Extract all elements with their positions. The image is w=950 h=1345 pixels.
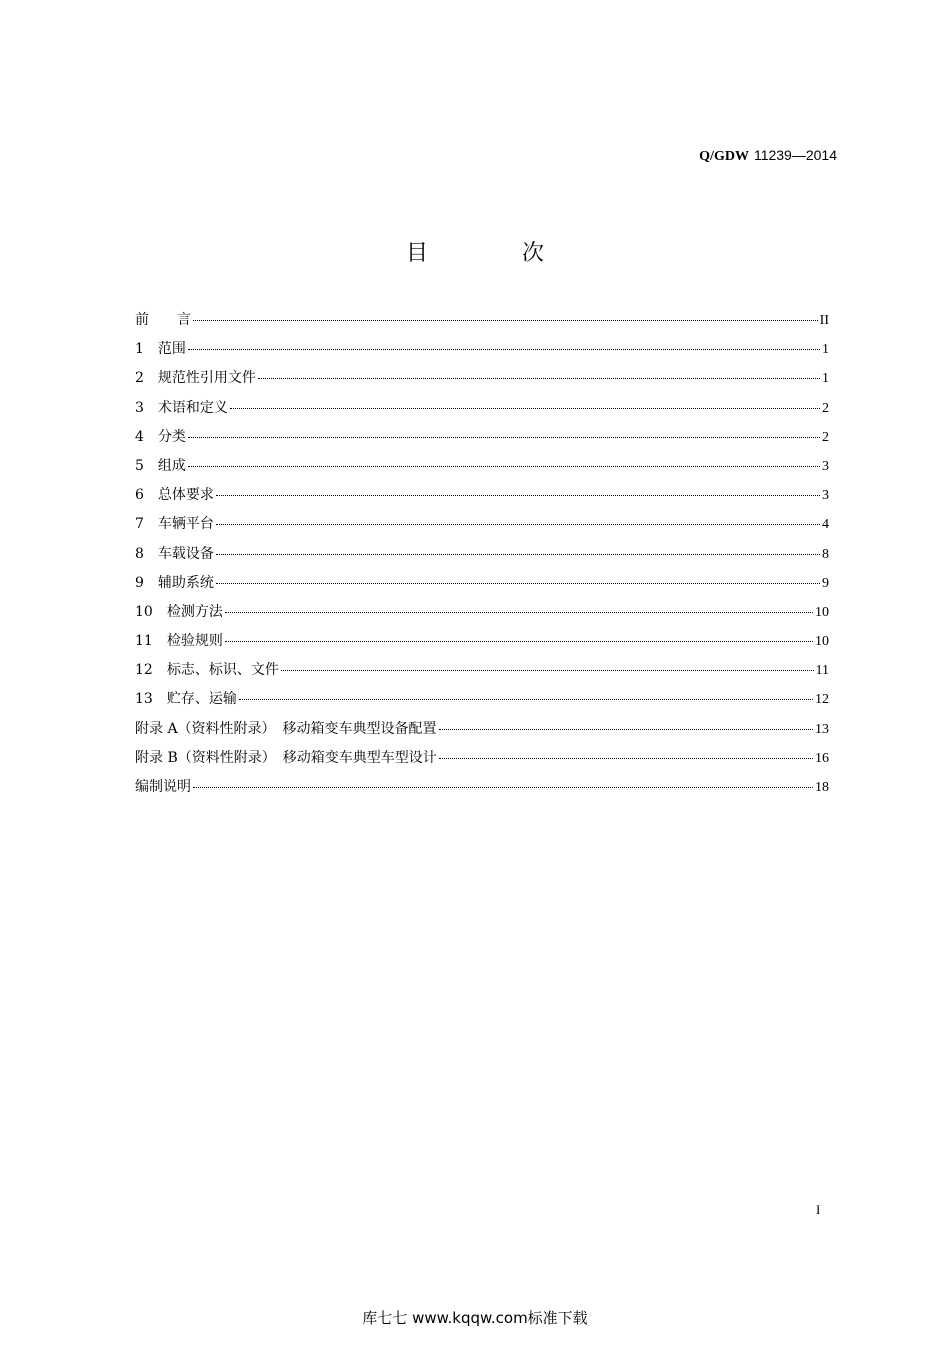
toc-entry-label: 6 总体要求	[135, 487, 214, 504]
toc-entry-page: 16	[815, 750, 829, 766]
toc-leader-dots	[258, 378, 820, 379]
title-char-2: 次	[522, 241, 545, 266]
toc-leader-dots	[281, 670, 814, 671]
toc-leader-dots	[225, 641, 813, 642]
toc-entry-page: 4	[822, 517, 829, 533]
toc-entry[interactable]	[135, 777, 829, 806]
toc-entry-label: 1 范围	[135, 341, 186, 358]
toc-entry-page: 11	[815, 663, 829, 679]
toc-entry[interactable]	[135, 514, 829, 543]
toc-leader-dots	[225, 612, 813, 613]
standard-code	[699, 147, 837, 165]
toc-entry-page: 2	[822, 400, 829, 416]
toc-entry-page: 9	[822, 575, 829, 591]
toc-leader-dots	[188, 466, 820, 467]
toc-entry-page: 1	[822, 342, 829, 358]
toc-entry-page: 18	[815, 780, 829, 795]
toc-entry[interactable]	[135, 602, 829, 631]
toc-leader-dots	[188, 349, 820, 350]
toc-entry-label: 13 贮存、运输	[135, 691, 237, 708]
standard-code-number: 11239—2014	[753, 147, 837, 163]
toc-entry[interactable]	[135, 339, 829, 368]
toc-entry-page: 13	[815, 721, 829, 737]
toc-entry[interactable]	[135, 689, 829, 718]
toc-entry-page: 10	[815, 604, 829, 620]
toc-entry[interactable]	[135, 368, 829, 397]
toc-leader-dots	[230, 408, 820, 409]
toc-leader-dots	[188, 437, 820, 438]
toc-entry-page: 2	[822, 429, 829, 445]
toc-entry[interactable]	[135, 660, 829, 689]
toc-entry-label: 编制说明	[135, 779, 191, 795]
toc-entry-page: 8	[822, 546, 829, 562]
toc-entry-label: 前 言	[135, 312, 191, 328]
toc-entry-label: 附录 B（资料性附录） 移动箱变车典型车型设计	[135, 749, 437, 766]
toc-entry[interactable]	[135, 427, 829, 456]
toc-entry[interactable]	[135, 456, 829, 485]
toc-entry[interactable]	[135, 310, 829, 339]
toc-entry-label: 12 标志、标识、文件	[135, 662, 279, 679]
toc-entry-label: 10 检测方法	[135, 603, 223, 620]
toc-leader-dots	[193, 787, 813, 788]
toc-entry[interactable]	[135, 631, 829, 660]
standard-code-prefix: Q/GDW	[699, 149, 749, 164]
toc-entry-page: 12	[815, 692, 829, 708]
toc-entry-label: 2 规范性引用文件	[135, 370, 256, 387]
toc-entry-label: 9 辅助系统	[135, 574, 214, 591]
footer-text: 库七七 www.kqqw.com标准下载	[362, 1309, 588, 1327]
toc-entry-label: 3 术语和定义	[135, 399, 228, 416]
toc-leader-dots	[193, 320, 818, 321]
toc-entry-label: 5 组成	[135, 457, 186, 474]
toc-leader-dots	[216, 583, 820, 584]
toc-entry-label: 7 车辆平台	[135, 516, 214, 533]
toc-entry-page: 3	[822, 488, 829, 504]
toc-entry[interactable]	[135, 748, 829, 777]
toc-leader-dots	[216, 524, 820, 525]
title-char-1: 目	[405, 241, 428, 266]
toc-entry-page: 10	[815, 634, 829, 650]
toc-entry-page: 1	[822, 371, 829, 387]
toc-entry-page: 3	[822, 458, 829, 474]
toc-leader-dots	[239, 699, 813, 700]
toc-entry[interactable]	[135, 719, 829, 748]
toc-entry-label: 4 分类	[135, 428, 186, 445]
toc-entry[interactable]	[135, 398, 829, 427]
toc-entry-label: 11 检验规则	[135, 633, 223, 650]
toc-entry-page: II	[819, 313, 829, 328]
page-number: I	[816, 1202, 821, 1217]
toc-entry[interactable]	[135, 485, 829, 514]
toc-entry-label: 8 车载设备	[135, 545, 214, 562]
toc-entry-label: 附录 A（资料性附录） 移动箱变车典型设备配置	[135, 720, 437, 737]
page-title	[0, 236, 950, 267]
toc-entry[interactable]	[135, 544, 829, 573]
toc-leader-dots	[439, 729, 813, 730]
toc-entry[interactable]	[135, 573, 829, 602]
table-of-contents	[135, 310, 829, 806]
toc-leader-dots	[216, 554, 820, 555]
toc-leader-dots	[216, 495, 820, 496]
toc-leader-dots	[439, 758, 813, 759]
